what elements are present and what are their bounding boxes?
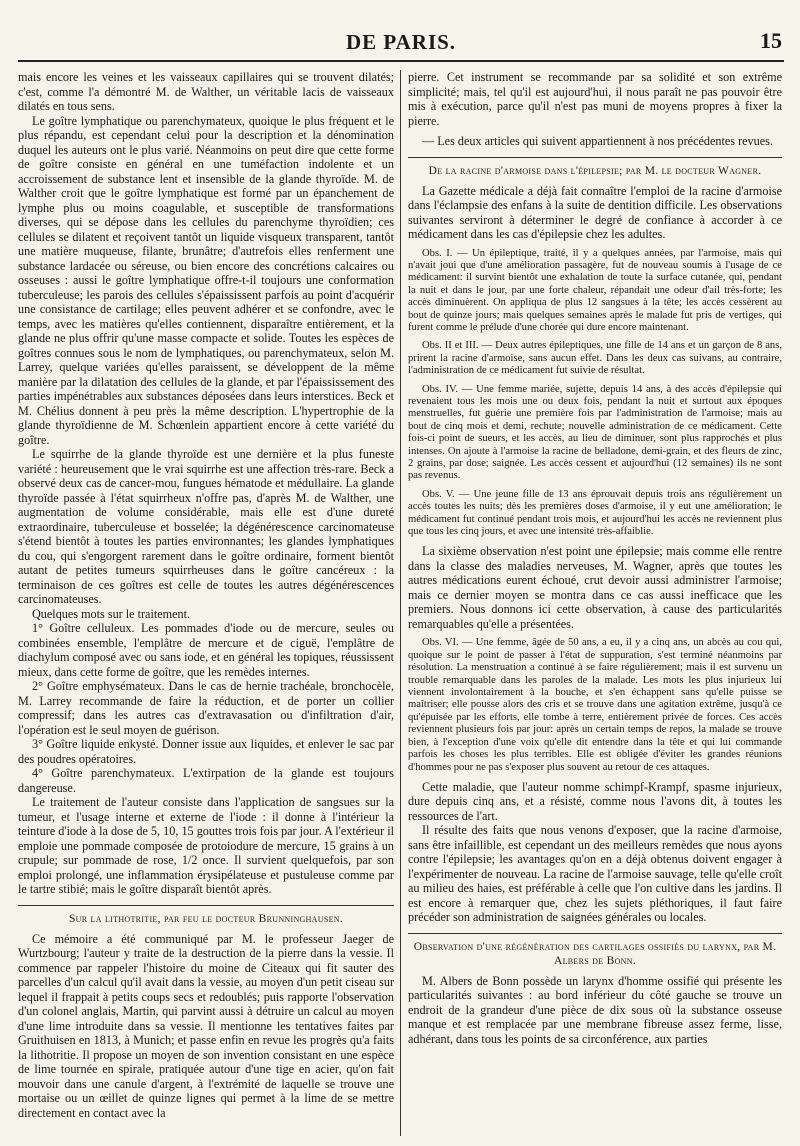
observation: Obs. IV. — Une femme mariée, sujette, depuis 14 ans, à des accès d'épilepsie qui revenaient tous les mois une ou deux fois, pendant la nuit et surtout aux époques menstruelles, fut guérie une première fois par l'administration de l'armoise; mais au bout de cinq mois et demi, rechute; nouvelle administration de ce médicament. Cette fois-ci point de sueurs, et les accès, au lieu de diminuer, sont plus rapprochés et plus intenses. On ajoute à l'armoise la racine de belladone, demi-grain, et des fleurs de zinc, 2 grains, par dose; saignée. Les accès cessent et aujourd'hui (12 semaines) ils ne sont pas revenus. [408, 383, 782, 482]
paragraph: Cette maladie, que l'auteur nomme schimpf-Krampf, spasme injurieux, dure depuis cinq ans, et a résisté, comme nous l'avons dit, à toutes les ressources de l'art. [408, 779, 782, 823]
paragraph: — Les deux articles qui suivent appartiennent à nos précédentes revues. [422, 134, 773, 148]
observation: Obs. II et III. — Deux autres épileptiques, une fille de 14 ans et un garçon de 8 ans, prirent la racine d'armoise, sans aucun effet. Dans les deux cas suivans, au contraire, l'administration de ce médicament fut suivie de résultat. [408, 340, 782, 377]
two-column-body [18, 70, 784, 1136]
paragraph: La sixième observation n'est point une épilepsie; mais comme elle rentre dans la classe des maladies nerveuses, M. Wagner, après que toutes les autres médications eurent échoué, crut devoir aussi administrer l'armoise; mais ce dernier moyen se montra dans ce cas aussi inefficace que les premiers. Nous donnons ici cette observation, à cause des particularités remarquables qu'elle a présentées. [408, 544, 782, 631]
left-column [18, 70, 400, 1136]
section-divider [408, 157, 782, 158]
paragraph: M. Albers de Bonn possède un larynx d'homme ossifié qui présente les particularités suivantes : au bord inférieur du côté gauche se trouve un endroit de la grandeur d'une pièce de dix sous où la substance osseuse manque et est remplacée par une membrane fibreuse assez ferme, lisse, adhérant, dans tous les points de sa circonférence, aux parties [408, 973, 782, 1046]
paragraph: Le squirrhe de la glande thyroïde est une dernière et la plus funeste variété : heureusement que le vrai squirrhe est une affection très-rare. Beck a observé deux cas de cancer-mou, fungues hématode et médullaire. La glande thyroïde passée à l'état squirrheux n'offre pas, d'après M. de Walther, une augmentation de volume considérable, mais elle est d'une dureté extraordinaire, tuberculeuse et bosselée; la dégénérescence carcinomateuse s'étend bientôt à toutes les parties environnantes; les glandes lymphatiques du cou, qui s'engorgent rarement dans le goître ordinaire, forment bientôt autant de petites tumeurs squirrheuses dans le goître cancéreux : la terminaison de ces goîtres est celle de toutes les autres dégénérescences carcinomateuses. [18, 447, 394, 606]
treatment-item: 4° Goître parenchymateux. L'extirpation de la glande est toujours dangereuse. [18, 766, 394, 795]
running-title: DE PARIS. [345, 30, 457, 54]
paragraph: mais encore les veines et les vaisseaux capillaires qui se trouvent dilatés; c'est, comme l'a démontré M. de Walther, un véritable lacis de vaisseaux dilatés en tous sens. [18, 70, 394, 113]
paragraph: Le goître lymphatique ou parenchymateux, quoique le plus fréquent et le plus répandu, est cependant celui pour la description et la dénomination duquel les auteurs ont le plus varié. Néanmoins on peut dire que cette forme de goître consiste en général en une tuméfaction indolente et un accroissement de substance lent et insensible de la glande thyroïde. M. de Walther croit que le goître lymphatique est formé par un épanchement de lymphe plus ou moins coagulable, et susceptible de transformations diverses, qui se dépose dans les cellules du parenchyme thyroïdien; ces cellules se dilatent et reçoivent tantôt un liquide visqueux transparent, tantôt une matière muqueuse, filante, brunâtre; d'autrefois elles renferment une substance lardacée ou séreuse, ou bien encore des concrétions calcaires ou osseuses : aussi le goître lymphatique offre-t-il toujours une conformation tuberculeuse; les parois des cellules s'épaississent parfois au point d'acquérir une consistance de cartilage; elles peuvent adhérer et se confondre, avec le temps, avec les matières qu'elles contiennent, disparaître entièrement, et la glande ne plus offrir qu'une masse compacte et solide. Toutes les espèces de goîtres connues sous le nom de lymphatiques, ou parenchymateux, selon M. Larrey, quelque variées qu'elles paraissent, se développent de la même manière par la dilatation des cellules de la glande, et par l'épaississement des parties impénétrables aux substances déposées dans leurs interstices. Beck et M. Chélius donnent à peu près la même description. L'hypertrophie de la glande thyroïdienne de M. Schœnlein appartient encore à cette variété du goître. [18, 113, 394, 447]
page-header [18, 26, 784, 62]
section-heading: Sur la lithotritie, par feu le docteur Brunninghausen. [68, 912, 344, 925]
page-number: 15 [760, 28, 782, 53]
right-column [400, 70, 782, 1136]
paragraph: Ce mémoire a été communiqué par M. le professeur Jaeger de Wurtzbourg; l'auteur y traite de la destruction de la pierre dans la vessie. Il commence par rappeler l'histoire du moine de Citeaux qui fit sauter des parcelles d'un calcul qu'il avait dans la vessie, au moyen d'un petit ciseau sur lequel il frappait à petits coups secs et redoublés; puis rapporte l'observation d'un colonel anglais, Martin, qui parvint aussi à détruire un calcul au moyen d'une lime introduite dans sa vessie. Il mentionne les tentatives faites par Gruithuisen en 1813, à Munich; et passe enfin en revue les progrès qu'a faits la lithotritie. Il propose un moyen de son invention consistant en une espèce de lime tournée en spirale, pratiquée autour d'une tige en acier, qu'on fait mouvoir dans une canule d'argent, à l'extrémité de laquelle se trouve une mortaise ou un œillet de quinze lignes qui permet à la lime de se mettre directement en contact avec la [18, 931, 394, 1120]
paragraph: Quelques mots sur le traitement. [32, 606, 191, 621]
section-heading: De la racine d'armoise dans l'épilepsie; par M. le docteur Wagner. [428, 164, 762, 177]
section-heading: Observation d'une régénération des cartilages ossifiés du larynx, par M. Albers de Bonn. [413, 940, 777, 967]
section-divider [408, 933, 782, 934]
paragraph: pierre. Cet instrument se recommande par sa solidité et son extrême simplicité; mais, tel qu'il est aujourd'hui, il nous paraît ne pas pouvoir être mis à exécution, parce qu'il n'est pas muni de moyens propres à fixer la pierre. [408, 70, 782, 128]
newspaper-page [18, 26, 784, 1136]
paragraph: La Gazette médicale a déjà fait connaître l'emploi de la racine d'armoise dans l'éclampsie des enfans à la suite de dentition difficile. Les observations suivantes serviront à déterminer le degré de confiance à accorder à ce médicament dans les cas d'épilepsie chez les adultes. [408, 183, 782, 241]
section-divider [18, 905, 394, 906]
observation: Obs. VI. — Une femme, âgée de 50 ans, a eu, il y a cinq ans, un abcès au cou qui, quoique sur le point de passer à l'état de suppuration, s'est terminé néanmoins par résolution. La menstruation a continué à se faire régulièrement; mais il est survenu un trouble remarquable dans les paroles de la malade. Les mots les plus injurieux lui viennent involontairement à la bouche, et s'en échappent sans qu'elle puisse se maîtriser; elle pousse alors des cris et se trouve dans une agitation extrême, jusqu'à ce qu'épuisée par les efforts, elle tombe à terre, entièrement privée de forces. Ces accès reviennent plusieurs fois par jour: après un certain temps de repos, la malade se trouve bien, à l'exception d'une voix qu'elle dit entendre dans la tête et qui lui commande parfois les choses les plus terribles. Elle est obligée d'éviter les grandes réunions d'hommes pour ne pas s'exposer plus souvent au retour de ces attaques. [408, 637, 782, 773]
treatment-item: 2° Goître emphysémateux. Dans le cas de hernie trachéale, bronchocèle, M. Larrey recommande de faire la réduction, et de porter un collier compressif; dans les autres cas d'extravasation ou d'infiltration d'air, l'opération est le seul moyen de guérison. [18, 679, 394, 737]
paragraph: Il résulte des faits que nous venons d'exposer, que la racine d'armoise, sans être infaillible, est cependant un des meilleurs remèdes que nous ayons contre l'épilepsie; les avantages qu'on en a déjà obtenus doivent engager à l'expérimenter de nouveau. La racine de l'armoise sauvage, telle qu'elle croît au milieu des haies, est préférable à celle que l'on cultive dans les jardins. Il est encore à remarquer que, chez les sujets pléthoriques, il faut faire précéder son administration de saignées générales ou locales. [408, 823, 782, 925]
treatment-item: 3° Goître liquide enkysté. Donner issue aux liquides, et enlever le sac par des poudres opératoires. [18, 737, 394, 766]
treatment-item: 1° Goître celluleux. Les pommades d'iode ou de mercure, seules ou combinées ensemble, l'emplâtre de mercure et de ciguë, l'emplâtre de diachylum composé avec ou sans iode, et en général les topiques, réussissent mieux, dans cette forme de goître, que les remèdes internes. [18, 621, 394, 679]
observation: Obs. V. — Une jeune fille de 13 ans éprouvait depuis trois ans régulièrement un accès toutes les nuits; dès les premières doses d'armoise, il y eut une amélioration; le médicament fut continué pendant trois mois, et aujourd'hui les accès ne reviennent plus que tous les cinq jours, et avec une intensité très-affaiblie. [408, 488, 782, 538]
paragraph: Le traitement de l'auteur consiste dans l'application de sangsues sur la tumeur, et l'usage interne et externe de l'iode : il donne à l'intérieur la teinture d'iode à la dose de 5, 10, 15 gouttes trois fois par jour. A l'extérieur il emploie une pommade composée de protoiodure de mercure, 15 grains à un crupule; sur pommade de rose, 1/2 once. Il survient quelquefois, par son emploi prolongé, une inflammation érysipélateuse et pustuleuse comme par le tartre stibié; mais le goître disparaît bientôt après. [18, 795, 394, 896]
observation: Obs. I. — Un épileptique, traité, il y a quelques années, par l'armoise, mais qui n'avait joui que d'une amélioration passagère, fut de nouveau soumis à l'usage de ce médicament: il survint bientôt une exhalation de toute la surface cutanée, qui, pendant la nuit et dans le jour, par une forte chaleur, répandait une odeur d'ail très-forte; les accès diminuèrent. On appliqua de plus 12 sangsues à la tête; les accès cessèrent au bout de quinze jours; mais quelques semaines après le malade fut pris de vertiges, qui furent comme le prélude d'une chorée qui dure encore maintenant. [408, 247, 782, 333]
